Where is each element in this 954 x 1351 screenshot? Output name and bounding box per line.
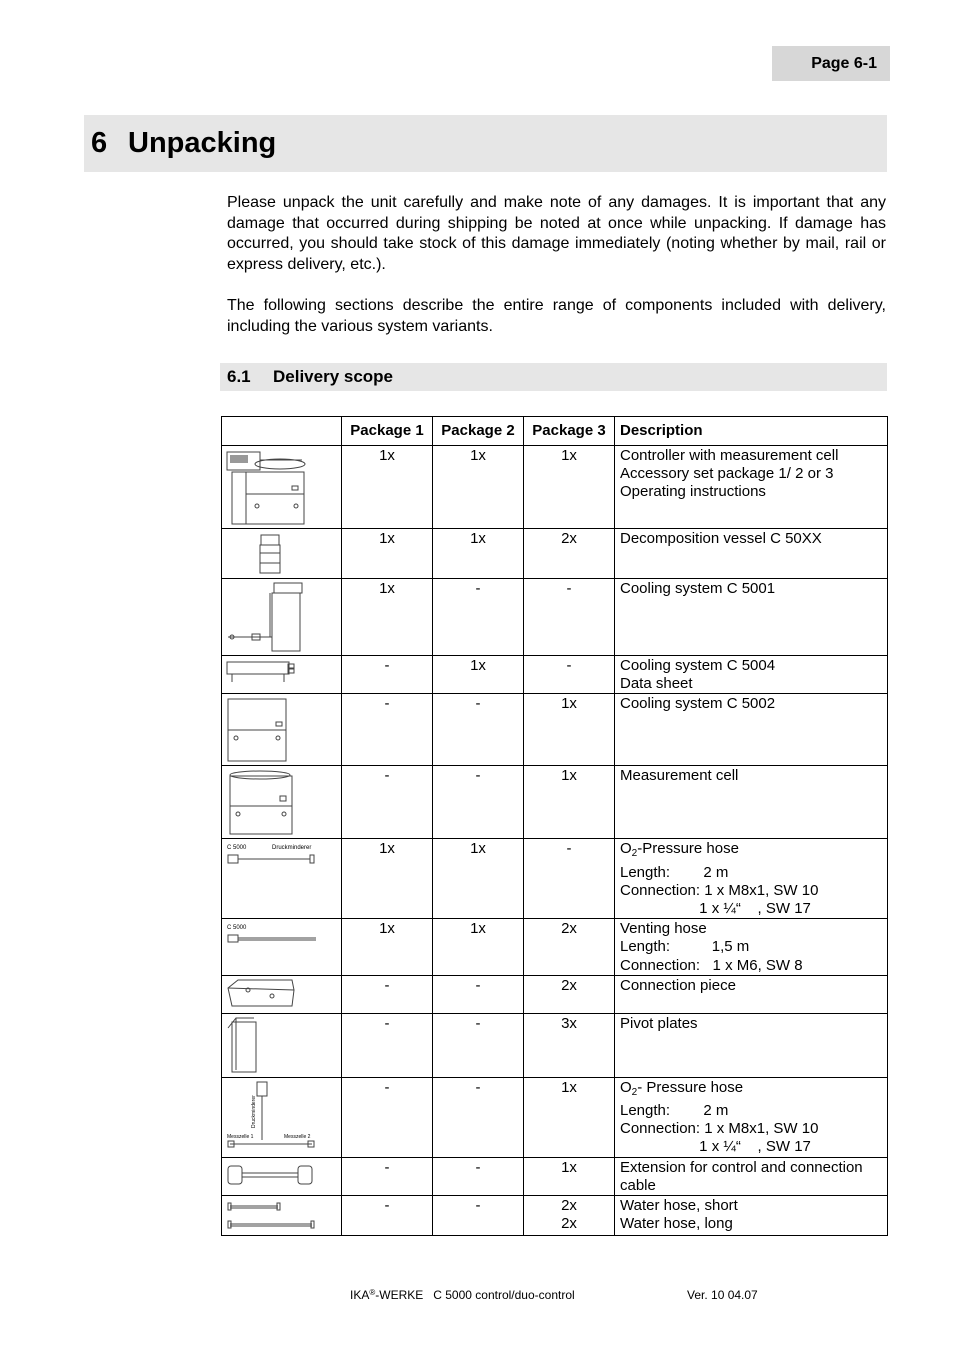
qty-package-2: 1x xyxy=(433,656,524,694)
table-row xyxy=(222,694,888,766)
hose-label: C 5000 xyxy=(227,925,247,932)
venting-hose-image xyxy=(222,919,342,976)
qty-package-2: 1x xyxy=(433,529,524,579)
description xyxy=(615,919,888,976)
description xyxy=(615,839,888,919)
header-description: Description xyxy=(615,417,888,446)
footer-company: IKA xyxy=(350,1288,370,1302)
qty-package-3: 1x xyxy=(524,766,615,839)
desc-line: Length: 2 m xyxy=(620,1102,729,1120)
cooling-system-c5002-image xyxy=(222,694,342,766)
qty-package-3: 1x xyxy=(524,1077,615,1157)
desc-line: Connection: 1 x M8x1, SW 10 xyxy=(620,1120,819,1138)
footer-reg: ® xyxy=(369,1288,376,1297)
hose-label: Druckminderer xyxy=(251,1095,257,1128)
description xyxy=(615,446,888,529)
desc-line: 1 x ¼“ , SW 17 xyxy=(620,1138,811,1156)
desc-line: Venting hose xyxy=(620,920,707,938)
section-title: Delivery scope xyxy=(273,367,394,386)
qty-package-3: 1x xyxy=(524,1157,615,1195)
description xyxy=(615,1157,888,1195)
controller-image xyxy=(222,446,342,529)
qty-package-1: 1x xyxy=(342,446,433,529)
description xyxy=(615,1013,888,1077)
qty-package-1: 1x xyxy=(342,529,433,579)
chapter-title: Unpacking xyxy=(128,127,277,159)
qty-package-3: 2x xyxy=(524,529,615,579)
description xyxy=(615,656,888,694)
qty-package-3: 2x xyxy=(524,975,615,1013)
intro-paragraph: Please unpack the unit carefully and make note of any damages. It is important that any damage that occurred during shipping be noted at once while unpacking. If damage has occurred, you should take stock of this damage immediately (noting whether by mail, rail or express delivery, etc.). xyxy=(227,194,886,273)
desc-line: Cooling system C 5001 xyxy=(620,580,776,597)
desc-line: Extension for control and connection cable xyxy=(620,1158,863,1194)
qty-package-3: - xyxy=(524,579,615,656)
description xyxy=(615,975,888,1013)
description xyxy=(615,579,888,656)
qty-package-3: 1x xyxy=(524,694,615,766)
qty-package-2: - xyxy=(433,1013,524,1077)
cooling-system-c5001-image xyxy=(222,579,342,656)
components-paragraph: The following sections describe the entire range of components included with delivery, including the various system variants. xyxy=(227,297,886,335)
chapter-number: 6 xyxy=(91,127,108,159)
desc-line: Connection: 1 x M6, SW 8 xyxy=(620,956,803,974)
footer-product xyxy=(350,1288,575,1302)
desc-line: $O_2$-Pressure hose xyxy=(620,840,739,860)
qty-package-3: 2x xyxy=(524,919,615,976)
pressure-hose-image xyxy=(222,839,342,919)
qty-package-1: - xyxy=(342,1157,433,1195)
hose-label: Messzelle 1 xyxy=(227,1133,254,1140)
qty-package-1: - xyxy=(342,975,433,1013)
qty-package-1: - xyxy=(342,1077,433,1157)
qty-package-1: 1x xyxy=(342,919,433,976)
header-package-1: Package 1 xyxy=(342,417,433,446)
desc-line: Controller with measurement cell xyxy=(620,447,839,464)
header-image xyxy=(222,417,342,446)
description xyxy=(615,766,888,839)
description xyxy=(615,1196,888,1236)
qty-package-2: 1x xyxy=(433,446,524,529)
pressure-hose-y-image xyxy=(222,1077,342,1157)
page-number-badge: Page 6-1 xyxy=(772,46,890,81)
qty-package-3: 2x 2x xyxy=(524,1196,615,1236)
chapter-heading xyxy=(84,115,887,172)
qty-package-3: - xyxy=(524,839,615,919)
qty-package-2: - xyxy=(433,579,524,656)
qty-package-1: - xyxy=(342,766,433,839)
desc-line: Decomposition vessel C 50XX xyxy=(620,530,822,547)
description xyxy=(615,694,888,766)
decomposition-vessel-image xyxy=(222,529,342,579)
section-number: 6.1 xyxy=(227,367,251,386)
table-row xyxy=(222,1077,888,1157)
desc-line: Water hose, short xyxy=(620,1197,738,1215)
table-header-row xyxy=(222,417,888,446)
footer-version: Ver. 10 04.07 xyxy=(687,1288,758,1302)
qty-package-2: - xyxy=(433,1157,524,1195)
desc-line: Length: 2 m xyxy=(620,863,729,881)
desc-line: Cooling system C 5004 xyxy=(620,657,776,674)
hose-label: C 5000 xyxy=(227,845,247,852)
desc-line: Operating instructions xyxy=(620,483,766,501)
qty-package-3: 3x xyxy=(524,1013,615,1077)
qty-package-2: 1x xyxy=(433,919,524,976)
desc-line: Pivot plates xyxy=(620,1014,698,1032)
qty-package-1: 1x xyxy=(342,579,433,656)
qty-package-2: - xyxy=(433,694,524,766)
desc-line: Water hose, long xyxy=(620,1215,733,1233)
qty-package-1: - xyxy=(342,694,433,766)
table-row xyxy=(222,919,888,976)
desc-line: Data sheet xyxy=(620,675,693,693)
description xyxy=(615,1077,888,1157)
desc-line: Length: 1,5 m xyxy=(620,938,750,956)
table-row xyxy=(222,529,888,579)
qty-package-3: - xyxy=(524,656,615,694)
footer-company-rest: -WERKE C 5000 control/duo-control xyxy=(375,1288,575,1302)
qty-package-1: 1x xyxy=(342,839,433,919)
qty-package-2: - xyxy=(433,766,524,839)
header-package-3: Package 3 xyxy=(524,417,615,446)
table-row xyxy=(222,446,888,529)
hose-label: Druckminderer xyxy=(272,845,312,852)
table-row xyxy=(222,579,888,656)
table-row xyxy=(222,839,888,919)
qty-package-1: - xyxy=(342,656,433,694)
desc-line: Connection piece xyxy=(620,976,736,994)
desc-line: $O_2-$ Pressure hose xyxy=(620,1078,744,1098)
connection-piece-image xyxy=(222,975,342,1013)
table-row xyxy=(222,1157,888,1195)
desc-line: Measurement cell xyxy=(620,767,739,785)
water-hose-image xyxy=(222,1196,342,1236)
extension-cable-image xyxy=(222,1157,342,1195)
desc-line: 1 x ¼“ , SW 17 xyxy=(620,900,811,918)
desc-line: Connection: 1 x M8x1, SW 10 xyxy=(620,881,819,899)
desc-line: Cooling system C 5002 xyxy=(620,695,776,713)
qty-package-3: 1x xyxy=(524,446,615,529)
qty-package-1: - xyxy=(342,1196,433,1236)
hose-label: Messzelle 2 xyxy=(284,1133,311,1140)
qty-package-2: - xyxy=(433,1196,524,1236)
table-row xyxy=(222,766,888,839)
header-package-2: Package 2 xyxy=(433,417,524,446)
qty-package-2: - xyxy=(433,1077,524,1157)
delivery-scope-table xyxy=(221,416,888,1236)
table-row xyxy=(222,975,888,1013)
qty-package-2: 1x xyxy=(433,839,524,919)
table-row xyxy=(222,1196,888,1236)
qty-package-2: - xyxy=(433,975,524,1013)
qty-package-1: - xyxy=(342,1013,433,1077)
pivot-plates-image xyxy=(222,1013,342,1077)
measurement-cell-image xyxy=(222,766,342,839)
description xyxy=(615,529,888,579)
table-row xyxy=(222,1013,888,1077)
table-row xyxy=(222,656,888,694)
section-heading xyxy=(220,363,887,391)
desc-line: Accessory set package 1/ 2 or 3 xyxy=(620,465,834,483)
cooling-system-c5004-image xyxy=(222,656,342,694)
